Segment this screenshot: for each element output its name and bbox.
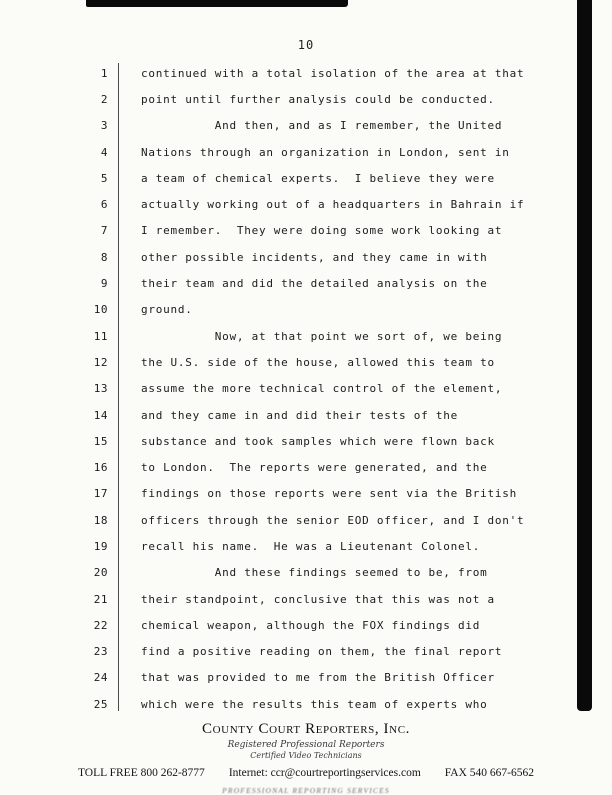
line-text: chemical weapon, although the FOX findings did bbox=[141, 618, 481, 632]
transcript-line bbox=[0, 402, 612, 428]
transcript-line bbox=[0, 376, 612, 402]
line-text: the U.S. side of the house, allowed this team to bbox=[141, 355, 495, 369]
footer-subtitle-video: Certified Video Technicians bbox=[250, 751, 362, 760]
line-text: ground. bbox=[141, 303, 193, 317]
transcript-line bbox=[0, 428, 612, 454]
line-text: recall his name. He was a Lieutenant Colonel. bbox=[141, 539, 481, 553]
transcript-line bbox=[0, 323, 612, 349]
transcript-line bbox=[0, 507, 612, 533]
line-number: 11 bbox=[93, 329, 108, 343]
line-text: and they came in and did their tests of the bbox=[141, 408, 459, 422]
transcript-line bbox=[0, 691, 612, 717]
line-number: 2 bbox=[100, 92, 108, 106]
line-text: their team and did the detailed analysis on the bbox=[141, 277, 488, 291]
line-text: I remember. They were doing some work looking at bbox=[141, 224, 503, 238]
transcript-line bbox=[0, 60, 612, 86]
fax-number: FAX 540 667-6562 bbox=[444, 767, 534, 779]
line-number: 18 bbox=[93, 513, 108, 527]
line-number: 21 bbox=[93, 592, 108, 606]
line-number: 7 bbox=[100, 224, 108, 238]
line-text: a team of chemical experts. I believe they were bbox=[141, 171, 495, 185]
line-text: other possible incidents, and they came in with bbox=[141, 250, 488, 264]
line-number: 16 bbox=[93, 461, 108, 475]
line-text: their standpoint, conclusive that this was not a bbox=[141, 592, 495, 606]
internet-email: Internet: ccr@courtreportingservices.com bbox=[228, 767, 421, 779]
line-text: findings on those reports were sent via the British bbox=[141, 487, 518, 501]
line-number: 3 bbox=[100, 119, 108, 133]
line-text: Now, at that point we sort of, we being bbox=[141, 329, 503, 343]
line-number: 23 bbox=[93, 645, 108, 659]
line-text: substance and took samples which were flown back bbox=[141, 434, 495, 448]
line-number: 14 bbox=[93, 408, 108, 422]
line-number: 9 bbox=[100, 277, 108, 291]
transcript-line bbox=[0, 113, 612, 139]
line-number: 25 bbox=[93, 697, 108, 711]
line-number: 8 bbox=[100, 250, 108, 264]
transcript-line bbox=[0, 639, 612, 665]
line-text: that was provided to me from the British Officer bbox=[141, 671, 495, 685]
transcript-line bbox=[0, 165, 612, 191]
line-text: which were the results this team of experts who bbox=[141, 697, 488, 711]
line-number: 6 bbox=[100, 198, 108, 212]
transcript-line bbox=[0, 586, 612, 612]
transcript-line bbox=[0, 533, 612, 559]
line-number: 19 bbox=[93, 539, 108, 553]
transcript-line bbox=[0, 270, 612, 296]
line-number: 5 bbox=[100, 171, 108, 185]
line-text: assume the more technical control of the element, bbox=[141, 382, 503, 396]
line-number: 22 bbox=[93, 618, 108, 632]
footer-tagline: PROFESSIONAL REPORTING SERVICES bbox=[222, 786, 390, 795]
transcript-line bbox=[0, 297, 612, 323]
transcript-line bbox=[0, 218, 612, 244]
page-number: 10 bbox=[297, 38, 315, 52]
footer-subtitle-reporters: Registered Professional Reporters bbox=[227, 740, 385, 750]
line-number: 17 bbox=[93, 487, 108, 501]
transcript-line bbox=[0, 454, 612, 480]
line-text: find a positive reading on them, the final report bbox=[141, 645, 503, 659]
line-text: to London. The reports were generated, and the bbox=[141, 461, 488, 475]
line-number: 20 bbox=[93, 566, 108, 580]
line-text: point until further analysis could be conducted. bbox=[141, 92, 495, 106]
line-number: 10 bbox=[93, 303, 108, 317]
footer-contact-row bbox=[0, 767, 612, 779]
line-text: continued with a total isolation of the area at that bbox=[141, 66, 525, 80]
line-text: And these findings seemed to be, from bbox=[141, 566, 488, 580]
transcript-lines bbox=[0, 60, 612, 717]
line-number: 15 bbox=[93, 434, 108, 448]
toll-free-number: TOLL FREE 800 262-8777 bbox=[77, 767, 205, 779]
scan-artifact-top bbox=[86, 0, 348, 7]
transcript-line bbox=[0, 560, 612, 586]
line-number: 13 bbox=[93, 382, 108, 396]
line-text: actually working out of a headquarters in Bahrain if bbox=[141, 198, 525, 212]
transcript-line bbox=[0, 481, 612, 507]
transcript-line bbox=[0, 244, 612, 270]
transcript-line bbox=[0, 349, 612, 375]
line-text: officers through the senior EOD officer, and I don't bbox=[141, 513, 525, 527]
transcript-line bbox=[0, 665, 612, 691]
transcript-line bbox=[0, 86, 612, 112]
line-number: 4 bbox=[100, 145, 108, 159]
transcript-line bbox=[0, 191, 612, 217]
line-number: 24 bbox=[93, 671, 108, 685]
line-number: 1 bbox=[100, 66, 108, 80]
line-text: Nations through an organization in London, sent in bbox=[141, 145, 510, 159]
transcript-line bbox=[0, 139, 612, 165]
transcript-line bbox=[0, 612, 612, 638]
line-text: And then, and as I remember, the United bbox=[141, 119, 503, 133]
line-number: 12 bbox=[93, 355, 108, 369]
footer bbox=[0, 721, 612, 795]
company-name: County Court Reporters, Inc. bbox=[202, 721, 410, 737]
